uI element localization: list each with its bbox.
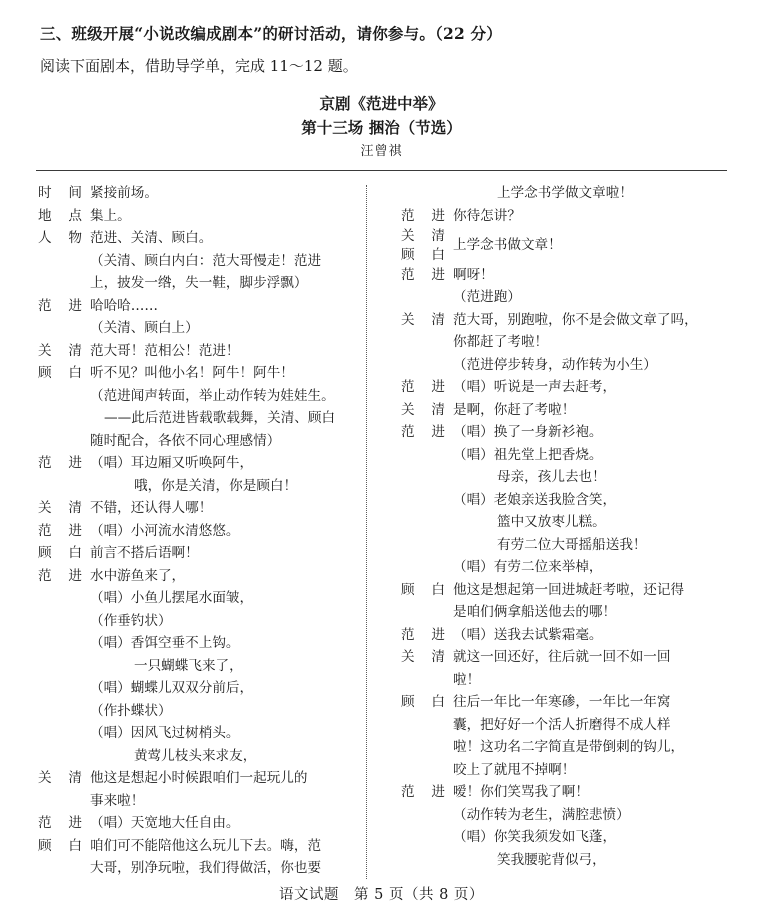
play-scene-title: 第十三场 捆治（节选） bbox=[301, 117, 462, 137]
script-line bbox=[38, 206, 354, 227]
dialogue-text: 紧接前场。 bbox=[90, 185, 158, 202]
header-divider-rule bbox=[36, 170, 727, 171]
dialogue-text: 范进、关清、顾白。 bbox=[90, 230, 213, 247]
dialogue-text: 咱们可不能陪他这么玩儿下去。嗨，范 bbox=[90, 837, 322, 854]
speaker-name: 顾 白 bbox=[38, 837, 82, 854]
dialogue-text: （动作转为老生，满腔悲愤） bbox=[453, 806, 630, 823]
script-continuation-line bbox=[401, 557, 709, 578]
dialogue-text: 黄莺儿枝头来求友， bbox=[134, 747, 257, 764]
speaker-name: 顾 白 bbox=[401, 581, 445, 598]
script-line bbox=[401, 782, 709, 803]
speaker-name: 范 进 bbox=[401, 207, 445, 224]
script-continuation-line bbox=[38, 656, 354, 677]
dialogue-text: （关清、顾白上） bbox=[90, 320, 199, 337]
script-line bbox=[38, 836, 354, 857]
script-continuation-line bbox=[38, 858, 354, 879]
dialogue-text: （唱）因风飞过树梢头。 bbox=[90, 725, 240, 742]
dialogue-text: 啊呀！ bbox=[453, 266, 494, 283]
script-continuation-line bbox=[401, 183, 709, 204]
dialogue-text: 嗳！你们笑骂我了啊！ bbox=[453, 784, 589, 801]
script-continuation-line bbox=[401, 287, 709, 308]
script-line bbox=[38, 498, 354, 519]
script-line bbox=[38, 813, 354, 834]
script-continuation-line bbox=[38, 273, 354, 294]
dialogue-text: （唱）蝴蝶儿双双分前后， bbox=[90, 680, 254, 697]
script-continuation-line bbox=[38, 318, 354, 339]
exam-page bbox=[0, 22, 763, 918]
script-continuation-line bbox=[401, 490, 709, 511]
script-line bbox=[401, 377, 709, 398]
dialogue-text: 事来啦！ bbox=[90, 792, 145, 809]
dialogue-text: 不错，还认得人哪！ bbox=[90, 500, 213, 517]
script-line bbox=[38, 768, 354, 789]
dialogue-text: （唱）祖先堂上把香烧。 bbox=[453, 446, 603, 463]
play-author: 汪曾祺 bbox=[360, 143, 403, 159]
play-title: 京剧《范进中举》 bbox=[319, 93, 444, 113]
dialogue-text: 一只蝴蝶飞来了， bbox=[134, 657, 243, 674]
script-continuation-line bbox=[38, 791, 354, 812]
script-line bbox=[401, 310, 709, 331]
dialogue-text: 篮中又放枣儿糕。 bbox=[497, 514, 606, 531]
dialogue-text: （唱）耳边厢又听唤阿牛， bbox=[90, 455, 254, 472]
speaker-name: 人 物 bbox=[38, 230, 82, 247]
script-continuation-line bbox=[38, 431, 354, 452]
speaker-name: 范 进 bbox=[401, 379, 445, 396]
dialogue-text: ——此后范进皆载歌载舞，关清、顾白 bbox=[104, 410, 336, 427]
script-continuation-line bbox=[38, 251, 354, 272]
dialogue-text: （范进停步转身，动作转为小生） bbox=[453, 356, 657, 373]
dialogue-text: （范进跑） bbox=[453, 289, 521, 306]
dialogue-text: 他这是想起第一回进城赶考啦，还记得 bbox=[453, 581, 685, 598]
dialogue-text: （唱）有劳二位来举棹， bbox=[453, 559, 603, 576]
script-continuation-line bbox=[38, 633, 354, 654]
script-continuation-line bbox=[38, 611, 354, 632]
speaker-name: 地 点 bbox=[38, 207, 82, 224]
script-continuation-line bbox=[401, 332, 709, 353]
script-line bbox=[401, 400, 709, 421]
dialogue-text: 集上。 bbox=[90, 207, 131, 224]
dialogue-text: 他这是想起小时候跟咱们一起玩儿的 bbox=[90, 770, 308, 787]
dialogue-text: （唱）小河流水清悠悠。 bbox=[90, 522, 240, 539]
script-continuation-line bbox=[38, 678, 354, 699]
page-footer: 语文试题 第 5 页（共 8 页） bbox=[279, 887, 484, 903]
speaker-name: 关 清 bbox=[38, 500, 82, 517]
dialogue-text: 就这一回还好，往后就一回不如一回 bbox=[453, 649, 671, 666]
script-line bbox=[38, 453, 354, 474]
speaker-name: 时 间 bbox=[38, 185, 82, 202]
dialogue-text: （作扑蝶状） bbox=[90, 702, 172, 719]
script-line bbox=[38, 363, 354, 384]
dialogue-text: 范大哥，别跑啦，你不是会做文章了吗， bbox=[453, 311, 698, 328]
dialogue-text: 你待怎讲？ bbox=[453, 207, 521, 224]
dialogue-text: 前言不搭后语啊！ bbox=[90, 545, 199, 562]
script-line bbox=[38, 296, 354, 317]
script-continuation-line bbox=[401, 670, 709, 691]
speaker-name: 范 进 bbox=[401, 784, 445, 801]
script-continuation-line bbox=[38, 386, 354, 407]
script-continuation-line bbox=[401, 737, 709, 758]
speaker-name: 范 进 bbox=[401, 424, 445, 441]
dialogue-text: 你都赶了考啦！ bbox=[453, 334, 549, 351]
speaker-name: 关 清 bbox=[401, 311, 445, 328]
script-line-dual-speaker bbox=[401, 227, 709, 265]
script-line bbox=[401, 206, 709, 227]
speaker-name: 范 进 bbox=[38, 297, 82, 314]
speaker-name: 范 进 bbox=[38, 567, 82, 584]
dialogue-text: （作垂钓状） bbox=[90, 612, 172, 629]
script-line bbox=[401, 265, 709, 286]
dialogue-text: （唱）你笑我须发如飞蓬， bbox=[453, 829, 617, 846]
script-line bbox=[401, 692, 709, 713]
dialogue-text: 囊，把好好一个活人折磨得不成人样 bbox=[453, 716, 671, 733]
script-continuation-line bbox=[401, 760, 709, 781]
speaker-name-pair bbox=[401, 227, 453, 265]
script-continuation-line bbox=[401, 467, 709, 488]
speaker-name: 顾 白 bbox=[38, 365, 82, 382]
dialogue-text: 哈哈哈…… bbox=[90, 297, 158, 314]
dialogue-text: 母亲，孩儿去也！ bbox=[497, 469, 606, 486]
dialogue-text: 啦！这功名二字简直是带倒刺的钩儿， bbox=[453, 739, 685, 756]
script-continuation-line bbox=[38, 701, 354, 722]
script-continuation-line bbox=[401, 850, 709, 871]
dialogue-text: （范进闻声转面，举止动作转为娃娃生。 bbox=[90, 387, 335, 404]
question-heading-block bbox=[40, 22, 723, 78]
script-line bbox=[401, 422, 709, 443]
dialogue-text: （唱）换了一身新衫袍。 bbox=[453, 424, 603, 441]
script-line bbox=[38, 183, 354, 204]
question-instruction: 阅读下面剧本，借助导学单，完成 11～12 题。 bbox=[40, 57, 358, 76]
script-column-right bbox=[379, 183, 709, 871]
script-continuation-line bbox=[401, 445, 709, 466]
speaker-name: 范 进 bbox=[401, 266, 445, 283]
script-column-left bbox=[24, 183, 354, 879]
dialogue-text: 大哥，别净玩啦，我们得做活，你也要 bbox=[90, 860, 322, 877]
speaker-name: 范 进 bbox=[38, 815, 82, 832]
speaker-name: 关 清 bbox=[38, 342, 82, 359]
speaker-name: 关 清 bbox=[401, 401, 445, 418]
dialogue-text: （唱）香饵空垂不上钩。 bbox=[90, 635, 240, 652]
speaker-name: 关 清 bbox=[401, 649, 445, 666]
script-continuation-line bbox=[401, 512, 709, 533]
dialogue-text: （唱）送我去试紫霜毫。 bbox=[453, 626, 603, 643]
script-line bbox=[38, 228, 354, 249]
speaker-name: 范 进 bbox=[401, 626, 445, 643]
speaker-name: 范 进 bbox=[38, 522, 82, 539]
script-continuation-line bbox=[401, 355, 709, 376]
script-continuation-line bbox=[401, 715, 709, 736]
dialogue-text: 范大哥！范相公！范进！ bbox=[90, 342, 240, 359]
dialogue-text: （唱）老娘亲送我脸含笑， bbox=[453, 491, 617, 508]
speaker-name: 顾 白 bbox=[401, 246, 445, 263]
dialogue-text: 咬上了就甩不掉啊！ bbox=[453, 761, 576, 778]
dialogue-text: 是咱们俩拿船送他去的哪！ bbox=[453, 604, 617, 621]
play-title-block bbox=[0, 92, 763, 165]
script-line bbox=[38, 543, 354, 564]
script-line bbox=[38, 341, 354, 362]
dialogue-text: （关清、顾白内白：范大哥慢走！范进 bbox=[90, 252, 322, 269]
script-continuation-line bbox=[401, 827, 709, 848]
dialogue-text: 听不见？叫他小名！阿牛！阿牛！ bbox=[90, 365, 294, 382]
dialogue-text: 有劳二位大哥摇船送我！ bbox=[497, 536, 647, 553]
dialogue-text: 水中游鱼来了， bbox=[90, 567, 186, 584]
column-divider bbox=[366, 185, 367, 879]
speaker-name: 关 清 bbox=[401, 227, 445, 244]
script-continuation-line bbox=[38, 408, 354, 429]
dialogue-text: （唱）小鱼儿摆尾水面皱， bbox=[90, 590, 254, 607]
script-body bbox=[24, 183, 739, 879]
dialogue-text: 上学念书做文章！ bbox=[453, 237, 562, 254]
script-line bbox=[401, 625, 709, 646]
script-continuation-line bbox=[38, 723, 354, 744]
dialogue-text: 哦，你是关清，你是顾白！ bbox=[134, 477, 298, 494]
dialogue-text: （唱）听说是一声去赶考， bbox=[453, 379, 617, 396]
speaker-name: 范 进 bbox=[38, 455, 82, 472]
dialogue-text: 随时配合，各依不同心理感情） bbox=[90, 432, 281, 449]
dialogue-text: 笑我腰驼背似弓， bbox=[497, 851, 606, 868]
script-continuation-line bbox=[401, 602, 709, 623]
script-line bbox=[401, 580, 709, 601]
dialogue-text: （唱）天宽地大任自由。 bbox=[90, 815, 240, 832]
script-line bbox=[38, 566, 354, 587]
script-line bbox=[38, 521, 354, 542]
dialogue-text: 上学念书学做文章啦！ bbox=[497, 185, 633, 202]
script-continuation-line bbox=[401, 805, 709, 826]
speaker-name: 顾 白 bbox=[401, 694, 445, 711]
dialogue-text: 啦！ bbox=[453, 671, 481, 688]
script-continuation-line bbox=[38, 588, 354, 609]
question-title: 三、班级开展“小说改编成剧本”的研讨活动，请你参与。（22 分） bbox=[40, 24, 502, 43]
script-continuation-line bbox=[38, 746, 354, 767]
speaker-name: 顾 白 bbox=[38, 545, 82, 562]
script-continuation-line bbox=[38, 476, 354, 497]
dialogue-text: 往后一年比一年寒碜，一年比一年窝 bbox=[453, 694, 671, 711]
dialogue-text: 是啊，你赶了考啦！ bbox=[453, 401, 576, 418]
script-line bbox=[401, 647, 709, 668]
script-continuation-line bbox=[401, 535, 709, 556]
dialogue-text: 上，披发一绺，失一鞋，脚步浮飘） bbox=[90, 275, 308, 292]
speaker-name: 关 清 bbox=[38, 770, 82, 787]
